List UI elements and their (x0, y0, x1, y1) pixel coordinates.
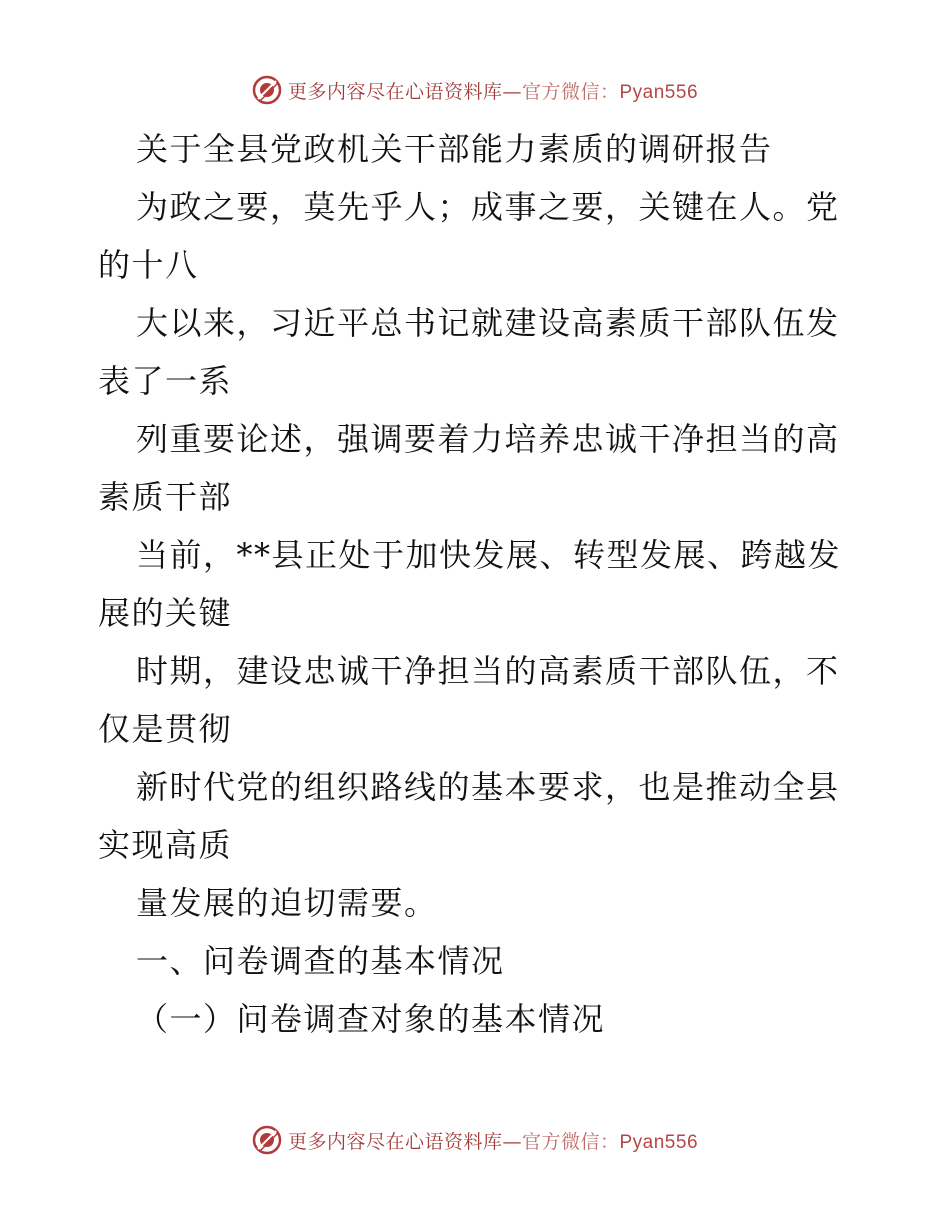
doc-line: 的十八 (98, 246, 199, 284)
doc-line: 展的关键 (98, 594, 233, 632)
doc-line: 列重要论述，强调要着力培养忠诚干净担当的高 (136, 420, 840, 458)
banner-text (288, 1127, 698, 1154)
doc-title: 关于全县党政机关干部能力素质的调研报告 (136, 130, 773, 168)
doc-line: 素质干部 (98, 478, 233, 516)
logo-icon (252, 1125, 282, 1155)
banner-prefix: 更多内容尽在心语资料库— (287, 1130, 522, 1153)
banner-wechat-label: 官方微信： (521, 1130, 620, 1153)
doc-line: 仅是贯彻 (98, 710, 233, 748)
subsection-heading: （一）问卷调查对象的基本情况 (136, 1000, 606, 1038)
doc-line: 表了一系 (98, 362, 233, 400)
document-body (98, 120, 858, 1048)
banner-wechat-id: Pyan556 (619, 1131, 699, 1153)
doc-line: 新时代党的组织路线的基本要求，也是推动全县 (136, 768, 840, 806)
doc-line: 时期，建设忠诚干净担当的高素质干部队伍，不 (136, 652, 840, 690)
doc-line: 当前，**县正处于加快发展、转型发展、跨越发 (136, 536, 842, 574)
banner-text (288, 77, 698, 104)
doc-line: 量发展的迫切需要。 (136, 884, 438, 922)
doc-line: 为政之要，莫先乎人；成事之要，关键在人。党 (136, 188, 840, 226)
section-heading: 一、问卷调查的基本情况 (136, 942, 505, 980)
header-banner (0, 70, 950, 110)
banner-wechat-label: 官方微信： (521, 80, 620, 103)
doc-line: 大以来，习近平总书记就建设高素质干部队伍发 (136, 304, 840, 342)
footer-banner (0, 1120, 950, 1160)
doc-line: 实现高质 (98, 826, 233, 864)
banner-wechat-id: Pyan556 (619, 81, 699, 103)
banner-prefix: 更多内容尽在心语资料库— (287, 80, 522, 103)
logo-icon (252, 75, 282, 105)
